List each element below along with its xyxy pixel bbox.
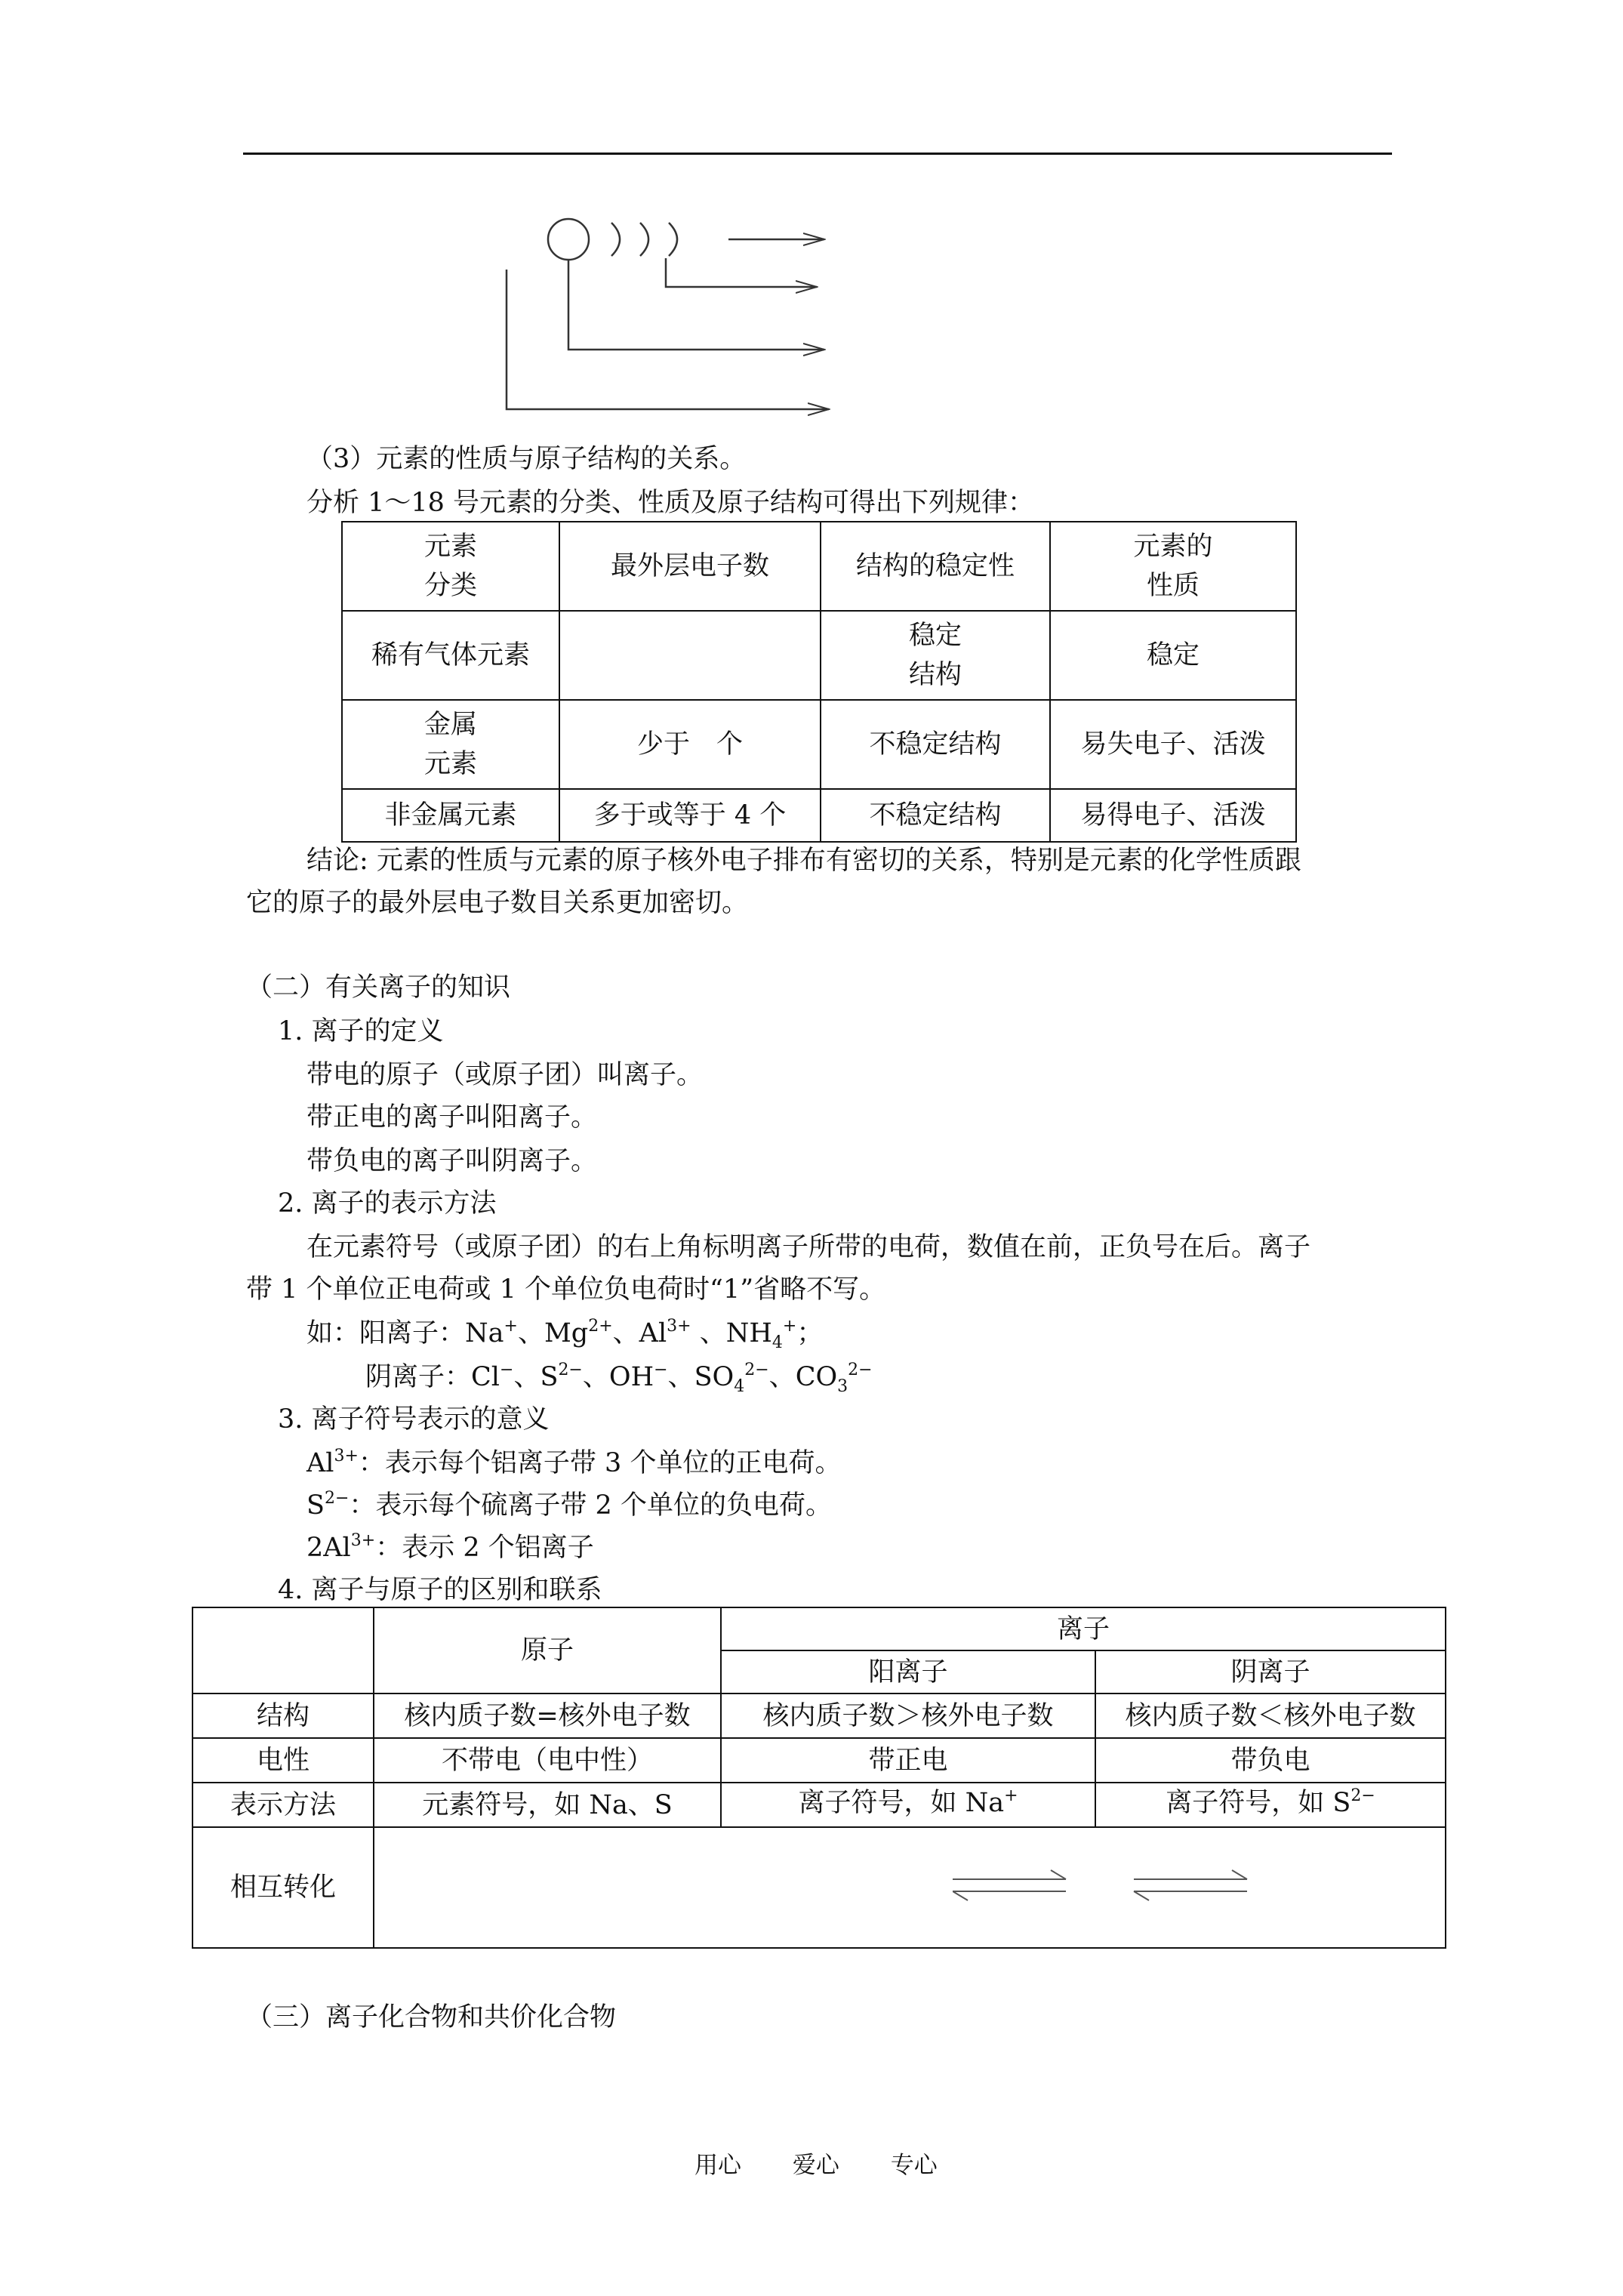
section3-heading: （3）元素的性质与原子结构的关系。	[306, 444, 747, 474]
ion-symbol: $S^{2-}$	[540, 1361, 583, 1392]
anion-examples	[365, 1359, 873, 1399]
element-properties-table	[341, 521, 1297, 843]
table-header-row	[192, 1607, 1446, 1650]
electron-shell-2	[640, 223, 648, 256]
cell-category: 金属 元素	[342, 700, 559, 789]
item4-title: 4. 离子与原子的区别和联系	[278, 1575, 602, 1605]
footer-item: 爱心	[792, 2152, 839, 2179]
ion-symbol: Na+	[465, 1317, 518, 1348]
header-property: 元素的 性质	[1050, 522, 1296, 611]
table-row	[342, 611, 1296, 700]
item2-line-2: 带 1 个单位正电荷或 1 个单位负电荷时“1”省略不写。	[246, 1274, 886, 1305]
item3-meaning-2: $S^{2-}$：表示每个硫离子带 2 个单位的负电荷。	[306, 1489, 832, 1521]
header-atom: 原子	[374, 1607, 721, 1693]
electron-shell-3	[669, 223, 677, 256]
table-header-row	[342, 522, 1296, 611]
header-category: 元素 分类	[342, 522, 559, 611]
table-row	[342, 789, 1296, 842]
electron-shell-1	[611, 223, 620, 256]
cell-category: 非金属元素	[342, 789, 559, 842]
header-ion: 离子	[721, 1607, 1446, 1650]
cell-cation: 离子符号，如 Na+	[721, 1783, 1095, 1827]
nucleus-circle	[548, 219, 589, 260]
cell-property: 易失电子、活泼	[1050, 700, 1296, 789]
footer-item: 用心	[694, 2152, 741, 2179]
header-cation: 阳离子	[721, 1650, 1095, 1693]
ion-symbol: $Mg^{2+}$	[544, 1317, 613, 1348]
anion-list: Cl−、$S^{2-}$、OH−、$SO_4^{2-}$、$CO_3^{2-}$	[471, 1361, 873, 1396]
arrow-2	[666, 258, 817, 287]
ion-symbol: $Al^{3+}$	[639, 1317, 691, 1348]
row-label: 结构	[192, 1693, 374, 1738]
cell-outer-electrons: 多于或等于 4 个	[559, 789, 821, 842]
cell-outer-electrons: 少于 个	[559, 700, 821, 789]
arrow-3	[568, 260, 824, 350]
arrow-4	[507, 270, 829, 409]
conclusion-line-2: 它的原子的最外层电子数目关系更加密切。	[246, 888, 749, 918]
item2-title: 2. 离子的表示方法	[278, 1188, 497, 1219]
atom-structure-diagram	[498, 211, 845, 430]
cell-cation: 带正电	[721, 1738, 1095, 1783]
section3-intro: 分析 1～18 号元素的分类、性质及原子结构可得出下列规律：	[306, 488, 1035, 518]
cation-prefix: 如：阳离子：	[306, 1318, 466, 1348]
footer-item: 专心	[890, 2152, 938, 2179]
item1-line: 带正电的离子叫阳离子。	[306, 1102, 598, 1133]
part2-heading: （二）有关离子的知识	[246, 972, 511, 1003]
cell-stability: 不稳定结构	[821, 789, 1050, 842]
cell-cation: 核内质子数＞核外电子数	[721, 1693, 1095, 1738]
header-rule	[243, 153, 1392, 155]
table-row	[192, 1783, 1446, 1827]
conclusion-line-1: 结论: 元素的性质与元素的原子核外电子排布有密切的关系，特别是元素的化学性质跟	[306, 846, 1301, 876]
header-outer-electrons: 最外层电子数	[559, 522, 821, 611]
header-stability: 结构的稳定性	[821, 522, 1050, 611]
item3-meaning-1: $Al^{3+}$：表示每个铝离子带 3 个单位的正电荷。	[306, 1447, 842, 1478]
equilibrium-arrow-1	[953, 1870, 1066, 1900]
cell-anion: 核内质子数＜核外电子数	[1095, 1693, 1446, 1738]
ion-symbol: OH−	[608, 1361, 668, 1392]
item3-meaning-3: $2Al^{3+}$：表示 2 个铝离子	[306, 1531, 594, 1563]
cell-atom: 元素符号，如 Na、S	[374, 1783, 721, 1827]
cell-atom: 核内质子数=核外电子数	[374, 1693, 721, 1738]
header-empty-cell	[192, 1607, 374, 1693]
equilibrium-arrows	[953, 1857, 1270, 1917]
table-row	[192, 1738, 1446, 1783]
cell-category: 稀有气体元素	[342, 611, 559, 700]
equilibrium-arrow-2	[1134, 1870, 1247, 1900]
conversion-cell	[374, 1827, 1446, 1948]
cell-property: 稳定	[1050, 611, 1296, 700]
cell-property: 易得电子、活泼	[1050, 789, 1296, 842]
part3-heading: （三）离子化合物和共价化合物	[246, 2002, 617, 2032]
ion-symbol: $SO_4^{2-}$	[694, 1361, 769, 1396]
table-row	[342, 700, 1296, 789]
ion-atom-comparison-table	[192, 1607, 1446, 1949]
cell-outer-electrons	[559, 611, 821, 700]
cell-atom: 不带电（电中性）	[374, 1738, 721, 1783]
cation-list: Na+、$Mg^{2+}$、$Al^{3+}$ 、$NH_4^+$；	[465, 1317, 824, 1352]
ion-symbol: $NH_4^+$	[725, 1317, 797, 1352]
anion-prefix: 阴离子：	[365, 1362, 472, 1392]
item2-line-1: 在元素符号（或原子团）的右上角标明离子所带的电荷，数值在前，正负号在后。离子	[306, 1232, 1311, 1262]
cell-stability: 不稳定结构	[821, 700, 1050, 789]
header-anion: 阴离子	[1095, 1650, 1446, 1693]
item1-line: 带负电的离子叫阴离子。	[306, 1146, 598, 1176]
footer	[694, 2146, 938, 2180]
row-label: 表示方法	[192, 1783, 374, 1827]
cell-stability: 稳定 结构	[821, 611, 1050, 700]
item1-title: 1. 离子的定义	[278, 1016, 444, 1046]
row-label: 电性	[192, 1738, 374, 1783]
cell-anion: 离子符号，如 $S^{2-}$	[1095, 1783, 1446, 1827]
ion-symbol: Cl−	[471, 1361, 514, 1392]
table-row	[192, 1827, 1446, 1948]
cation-examples	[306, 1315, 823, 1355]
cell-anion: 带负电	[1095, 1738, 1446, 1783]
item1-line: 带电的原子（或原子团）叫离子。	[306, 1060, 704, 1090]
row-label: 相互转化	[192, 1827, 374, 1948]
ion-symbol: $CO_3^{2-}$	[795, 1361, 873, 1396]
item3-title: 3. 离子符号表示的意义	[278, 1404, 550, 1435]
table-row	[192, 1693, 1446, 1738]
